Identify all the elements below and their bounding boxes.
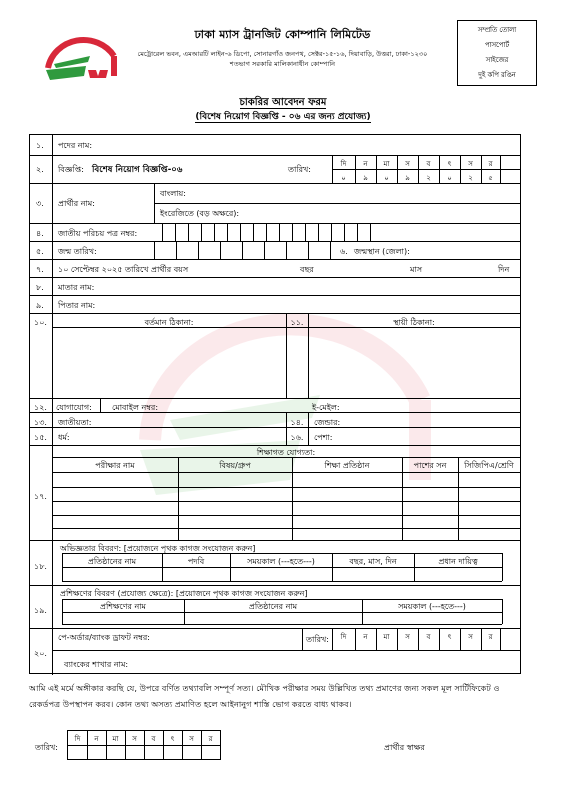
company-address: মেট্রোরেল ভবন, এমআরটি লাইন-৬ ডিপো, সোনারগাঁও জনপথ, সেক্টর-১৫-১৬, দিয়াবাড়ি, উত্তরা, ঢাকা-১২৩০	[137, 50, 428, 58]
date-header: ব	[426, 633, 431, 641]
training-col-period: সময়কাল (---হতে---)	[398, 602, 466, 611]
row-15-number: ১৫.	[34, 433, 47, 442]
date-digit: ০	[341, 174, 346, 182]
training-col-name: প্রশিক্ষণের নাম	[99, 602, 146, 611]
photo-box	[457, 20, 537, 86]
date-digit: ৫	[488, 174, 493, 182]
religion-label: ধর্ম:	[58, 433, 70, 442]
education-col-exam: পরীক্ষার নাম	[95, 461, 135, 470]
form-title: চাকরির আবেদন ফরম	[239, 97, 327, 108]
experience-col-duty: প্রধান দায়িত্ব	[438, 557, 478, 566]
date-header: ন	[363, 160, 368, 168]
email-label: ই-মেইল:	[312, 403, 340, 412]
row-4-number: ৪.	[36, 229, 44, 238]
training-col-institution: প্রতিষ্ঠানের নাম	[248, 602, 298, 611]
age-month-label: মাস	[410, 265, 423, 274]
age-year-label: বছর	[300, 265, 314, 274]
row-19-number: ১৯.	[34, 606, 47, 615]
company-logo	[40, 26, 122, 88]
date-header: ন	[363, 633, 368, 641]
declaration-text: আমি এই মর্মে অঙ্গীকার করছি যে, উপরে বর্ণিত তথ্যাবলি সম্পূর্ণ সত্য। মৌখিক পরীক্ষার সময় উল্লিখিত তথ্য প্রমাণের জন্য সকল মূল সার্টিফিকেট ও রেকর্ডপত্র উপস্থাপন করব। কোন তথ্য অসত্য প্রমাণিত হলে আইনানুগ শাস্তি ভোগ করতে বাধ্য থাকব।	[29, 683, 500, 709]
mobile-label: মোবাইল নম্বর:	[112, 403, 159, 412]
date-header: ৎ	[170, 735, 175, 743]
photo-box-line: সাইজের	[485, 56, 509, 64]
date-header: মা	[383, 633, 390, 641]
row-16-number: ১৬.	[290, 433, 304, 442]
education-col-subject: বিষয়/গ্রুপ	[219, 461, 251, 470]
date-header: মা	[383, 160, 390, 168]
nationality-label: জাতীয়তা:	[58, 418, 92, 427]
footer-date-grid	[67, 730, 221, 760]
row-9-number: ৯.	[36, 301, 44, 310]
occupation-label: পেশা:	[314, 433, 333, 442]
education-col-year: পাশের সন	[413, 461, 447, 470]
photo-box-line: পাসপোর্ট	[484, 41, 510, 49]
company-ownership: শতভাগ সরকারি মালিকানাধীন কোম্পানি	[229, 60, 336, 68]
row-17-number: ১৭.	[34, 492, 47, 501]
row-14-number: ১৪.	[290, 418, 304, 427]
date-header: মা	[112, 735, 119, 743]
date-header: স	[405, 633, 410, 641]
signature-label: প্রার্থীর স্বাক্ষর	[384, 743, 425, 752]
circular-label: বিজ্ঞপ্তি:	[58, 165, 84, 174]
circular-value: বিশেষ নিয়োগ বিজ্ঞপ্তি-০৬	[92, 165, 183, 175]
experience-col-duration: বছর, মাস, দিন	[349, 557, 397, 566]
date-header: দি	[340, 160, 347, 168]
date-digit: ০	[447, 174, 452, 182]
row-6-number: ৬.	[340, 247, 348, 256]
photo-box-line: দুই কপি রঙিন	[478, 71, 516, 79]
age-label: ১০ সেপ্টেম্বর ২০২৫ তারিখে প্রার্থীর বয়স	[58, 265, 189, 274]
date-header: ব	[426, 160, 431, 168]
circular-date-label: তারিখ:	[288, 165, 311, 174]
date-header: দি	[340, 633, 347, 641]
payorder-date-label: তারিখ:	[306, 635, 329, 644]
company-name: ঢাকা ম্যাস ট্রানজিট কোম্পানি লিমিটেড	[194, 28, 371, 41]
date-digit: ৯	[363, 174, 368, 182]
education-col-institution: শিক্ষা প্রতিষ্ঠান	[324, 461, 370, 470]
name-english-field[interactable]: ইংরেজিতে (বড় অক্ষরে):	[160, 209, 240, 218]
experience-label: অভিজ্ঞতার বিবরণ: [প্রয়োজনে পৃথক কাগজ সংযোজন করুন]	[60, 544, 256, 553]
date-header: স	[189, 735, 194, 743]
date-digit: ৯	[405, 174, 410, 182]
date-header: স	[132, 735, 137, 743]
date-header: র	[208, 735, 213, 743]
payorder-label: পে-অর্ডার/ব্যাংক ড্রাফট নম্বর:	[58, 633, 150, 642]
dob-label: জন্ম তারিখ:	[58, 247, 97, 256]
row-20-number: ২০.	[34, 649, 47, 658]
date-header: দি	[74, 735, 81, 743]
row-5-number: ৫.	[36, 247, 44, 256]
row-3-number: ৩.	[36, 199, 44, 208]
nid-label: জাতীয় পরিচয় পত্র নম্বর:	[58, 229, 138, 238]
date-header: র	[488, 633, 493, 641]
application-form	[29, 134, 521, 674]
experience-col-period: সময়কাল (---হতে---)	[247, 557, 315, 566]
education-col-cgpa: সিজিপিএ/শ্রেণি	[464, 461, 514, 470]
row-12-number: ১২.	[34, 403, 47, 412]
date-header: স	[468, 160, 473, 168]
birthplace-label: জন্মস্থান (জেলা):	[354, 247, 410, 256]
date-digit: ২	[468, 174, 473, 182]
gender-label: জেন্ডার:	[314, 418, 341, 427]
experience-col-designation: পদবি	[187, 557, 205, 566]
father-name-label: পিতার নাম:	[58, 301, 96, 310]
age-day-label: দিন	[498, 265, 510, 274]
row-1-number: ১.	[36, 141, 44, 150]
row-8-number: ৮.	[36, 283, 44, 292]
present-address-label: বর্তমান ঠিকানা:	[144, 318, 194, 327]
experience-col-org: প্রতিষ্ঠানের নাম	[87, 557, 137, 566]
row-13-number: ১৩.	[34, 418, 47, 427]
row-11-number: ১১.	[290, 318, 304, 327]
mother-name-label: মাতার নাম:	[58, 283, 95, 292]
date-header: ব	[151, 735, 156, 743]
row-7-number: ৭.	[36, 265, 44, 274]
date-digit: ০	[384, 174, 389, 182]
post-name-label: পদের নাম:	[58, 141, 93, 150]
permanent-address-label: স্থায়ী ঠিকানা:	[393, 318, 435, 327]
date-header: স	[468, 633, 473, 641]
form-subtitle: (বিশেষ নিয়োগ বিজ্ঞপ্তি - ০৬ এর জন্য প্রযোজ্য)	[195, 112, 371, 122]
date-header: র	[488, 160, 493, 168]
applicant-name-label: প্রার্থীর নাম:	[58, 199, 95, 208]
contact-label: যোগাযোগ:	[56, 403, 92, 412]
date-header: ন	[94, 735, 99, 743]
name-bangla-field[interactable]: বাংলায়:	[160, 189, 186, 198]
date-header: ৎ	[447, 633, 452, 641]
education-label: শিক্ষাগত যোগ্যতা:	[256, 448, 316, 457]
training-label: প্রশিক্ষণের বিবরণ (প্রযোজ্য ক্ষেত্রে): [প্রয়োজনে পৃথক কাগজ সংযোজন করুন]	[60, 589, 308, 598]
date-header: স	[405, 160, 410, 168]
company-header	[130, 26, 435, 69]
photo-box-line: সম্প্রতি তোলা	[477, 26, 517, 34]
footer-date-label: তারিখ:	[35, 743, 58, 752]
row-2-number: ২.	[36, 165, 44, 174]
date-header: ৎ	[447, 160, 452, 168]
date-digit: ২	[426, 174, 431, 182]
row-10-number: ১০.	[34, 318, 47, 327]
row-18-number: ১৮.	[34, 562, 47, 571]
bank-branch-label: ব্যাংকের শাখার নাম:	[64, 660, 129, 669]
